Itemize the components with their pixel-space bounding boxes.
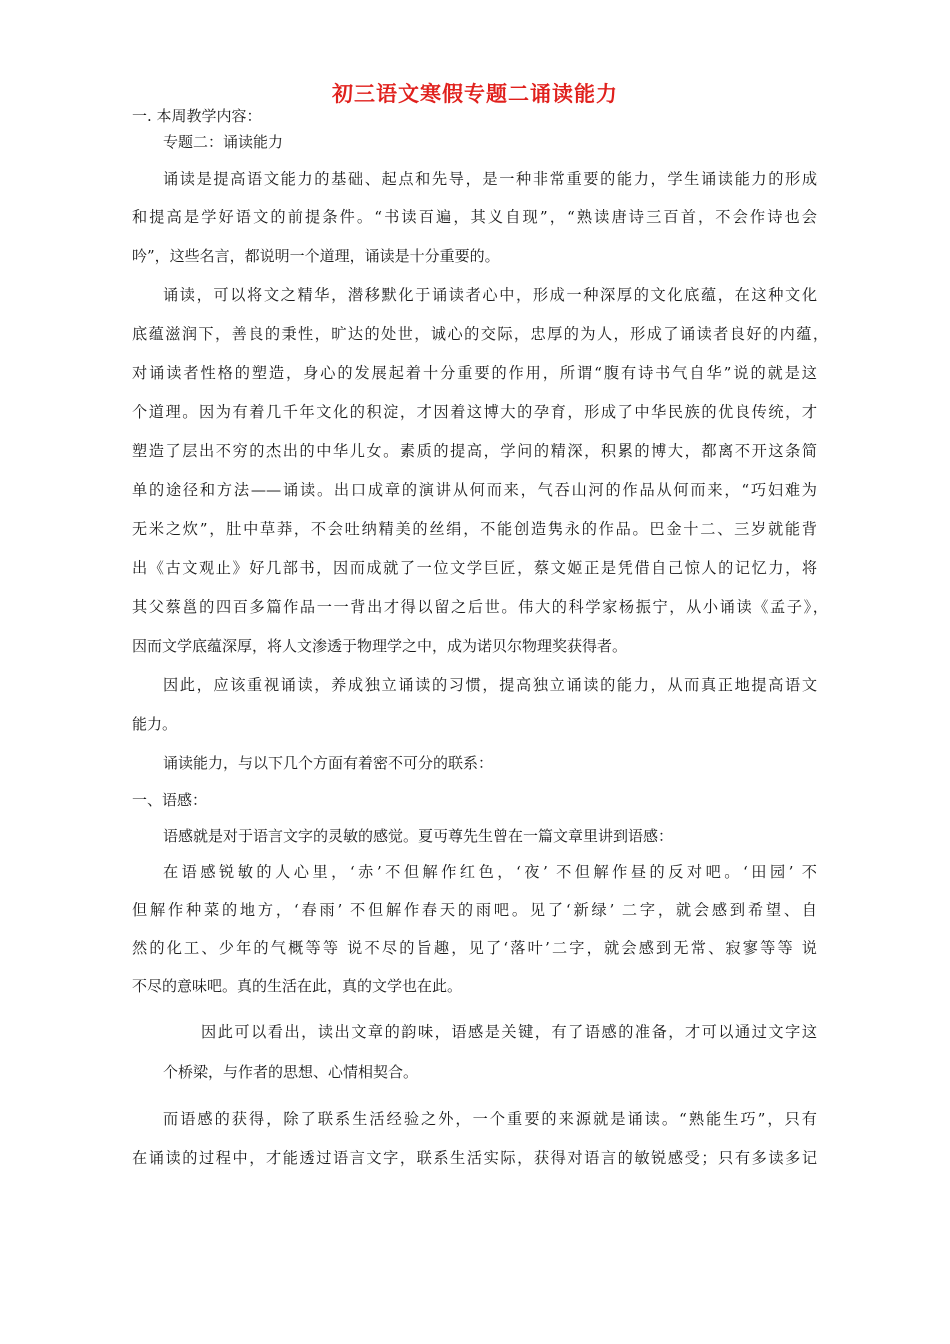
heading-topic: 专题二：诵读能力: [163, 133, 284, 151]
document-title: 初三语文寒假专题二诵读能力: [332, 81, 618, 106]
paragraph-line: 而语感的获得，除了联系生活经验之外，一个重要的来源就是诵读。“熟能生巧”，只有: [163, 1110, 817, 1128]
paragraph-line: 在语感锐敏的人心里，‘赤’不但解作红色，‘夜’ 不但解作昼的反对吧。‘田园’ 不: [163, 863, 817, 881]
paragraph-line: 单的途径和方法——诵读。出口成章的演讲从何而来，气吞山河的作品从何而来，“巧妇难为: [132, 481, 817, 499]
paragraph-line: 个桥梁，与作者的思想、心情相契合。: [163, 1063, 419, 1081]
section-heading-language-sense: 一、语感：: [132, 791, 208, 809]
paragraph-line: 吟”，这些名言，都说明一个道理，诵读是十分重要的。: [132, 247, 500, 265]
paragraph-line: 和提高是学好语文的前提条件。“书读百遍，其义自现”，“熟读唐诗三百首，不会作诗也会: [132, 208, 817, 226]
heading-teaching-content: 一. 本周教学内容：: [132, 107, 262, 125]
paragraph-line: 诵读能力，与以下几个方面有着密不可分的联系：: [163, 754, 494, 772]
paragraph-line: 语感就是对于语言文字的灵敏的感觉。夏丏尊先生曾在一篇文章里讲到语感：: [163, 827, 674, 845]
paragraph-line: 因而文学底蕴深厚，将人文渗透于物理学之中，成为诺贝尔物理奖获得者。: [132, 637, 628, 655]
paragraph-line: 诵读是提高语文能力的基础、起点和先导，是一种非常重要的能力，学生诵读能力的形成: [163, 170, 817, 188]
paragraph-line: 出《古文观止》好几部书，因而成就了一位文学巨匠，蔡文姬正是凭借自己惊人的记忆力，将: [132, 559, 817, 577]
paragraph-line: 因此可以看出，读出文章的韵味，语感是关键，有了语感的准备，才可以通过文字这: [201, 1023, 817, 1041]
paragraph-line: 但解作种菜的地方，‘春雨’ 不但解作春天的雨吧。见了‘新绿’ 二字，就会感到希望、自: [132, 901, 817, 919]
paragraph-line: 其父蔡邕的四百多篇作品一一背出才得以留之后世。伟大的科学家杨振宁，从小诵读《孟子》，: [132, 598, 828, 616]
paragraph-line: 然的化工、少年的气概等等 说不尽的旨趣，见了‘落叶’二字，就会感到无常、寂寥等等 说: [132, 939, 817, 957]
paragraph-line: 因此，应该重视诵读，养成独立诵读的习惯，提高独立诵读的能力，从而真正地提高语文: [163, 676, 817, 694]
paragraph-line: 个道理。因为有着几千年文化的积淀，才因着这博大的孕育，形成了中华民族的优良传统，才: [132, 403, 817, 421]
paragraph-line: 在诵读的过程中，才能透过语言文字，联系生活实际，获得对语言的敏锐感受；只有多读多记: [132, 1149, 817, 1167]
paragraph-line: 诵读，可以将文之精华，潜移默化于诵读者心中，形成一种深厚的文化底蕴，在这种文化: [163, 286, 817, 304]
paragraph-line: 对诵读者性格的塑造，身心的发展起着十分重要的作用，所谓“腹有诗书气自华”说的就是这: [132, 364, 817, 382]
paragraph-line: 能力。: [132, 715, 178, 733]
paragraph-line: 塑造了层出不穷的杰出的中华儿女。素质的提高，学问的精深，积累的博大，都离不开这条简: [132, 442, 817, 460]
paragraph-line: 无米之炊”，肚中草莽，不会吐纳精美的丝绢，不能创造隽永的作品。巴金十二、三岁就能背: [132, 520, 817, 538]
paragraph-line: 不尽的意味吧。真的生活在此，真的文学也在此。: [132, 977, 463, 995]
paragraph-line: 底蕴滋润下，善良的秉性，旷达的处世，诚心的交际，忠厚的为人，形成了诵读者良好的内蕴，: [132, 325, 828, 343]
